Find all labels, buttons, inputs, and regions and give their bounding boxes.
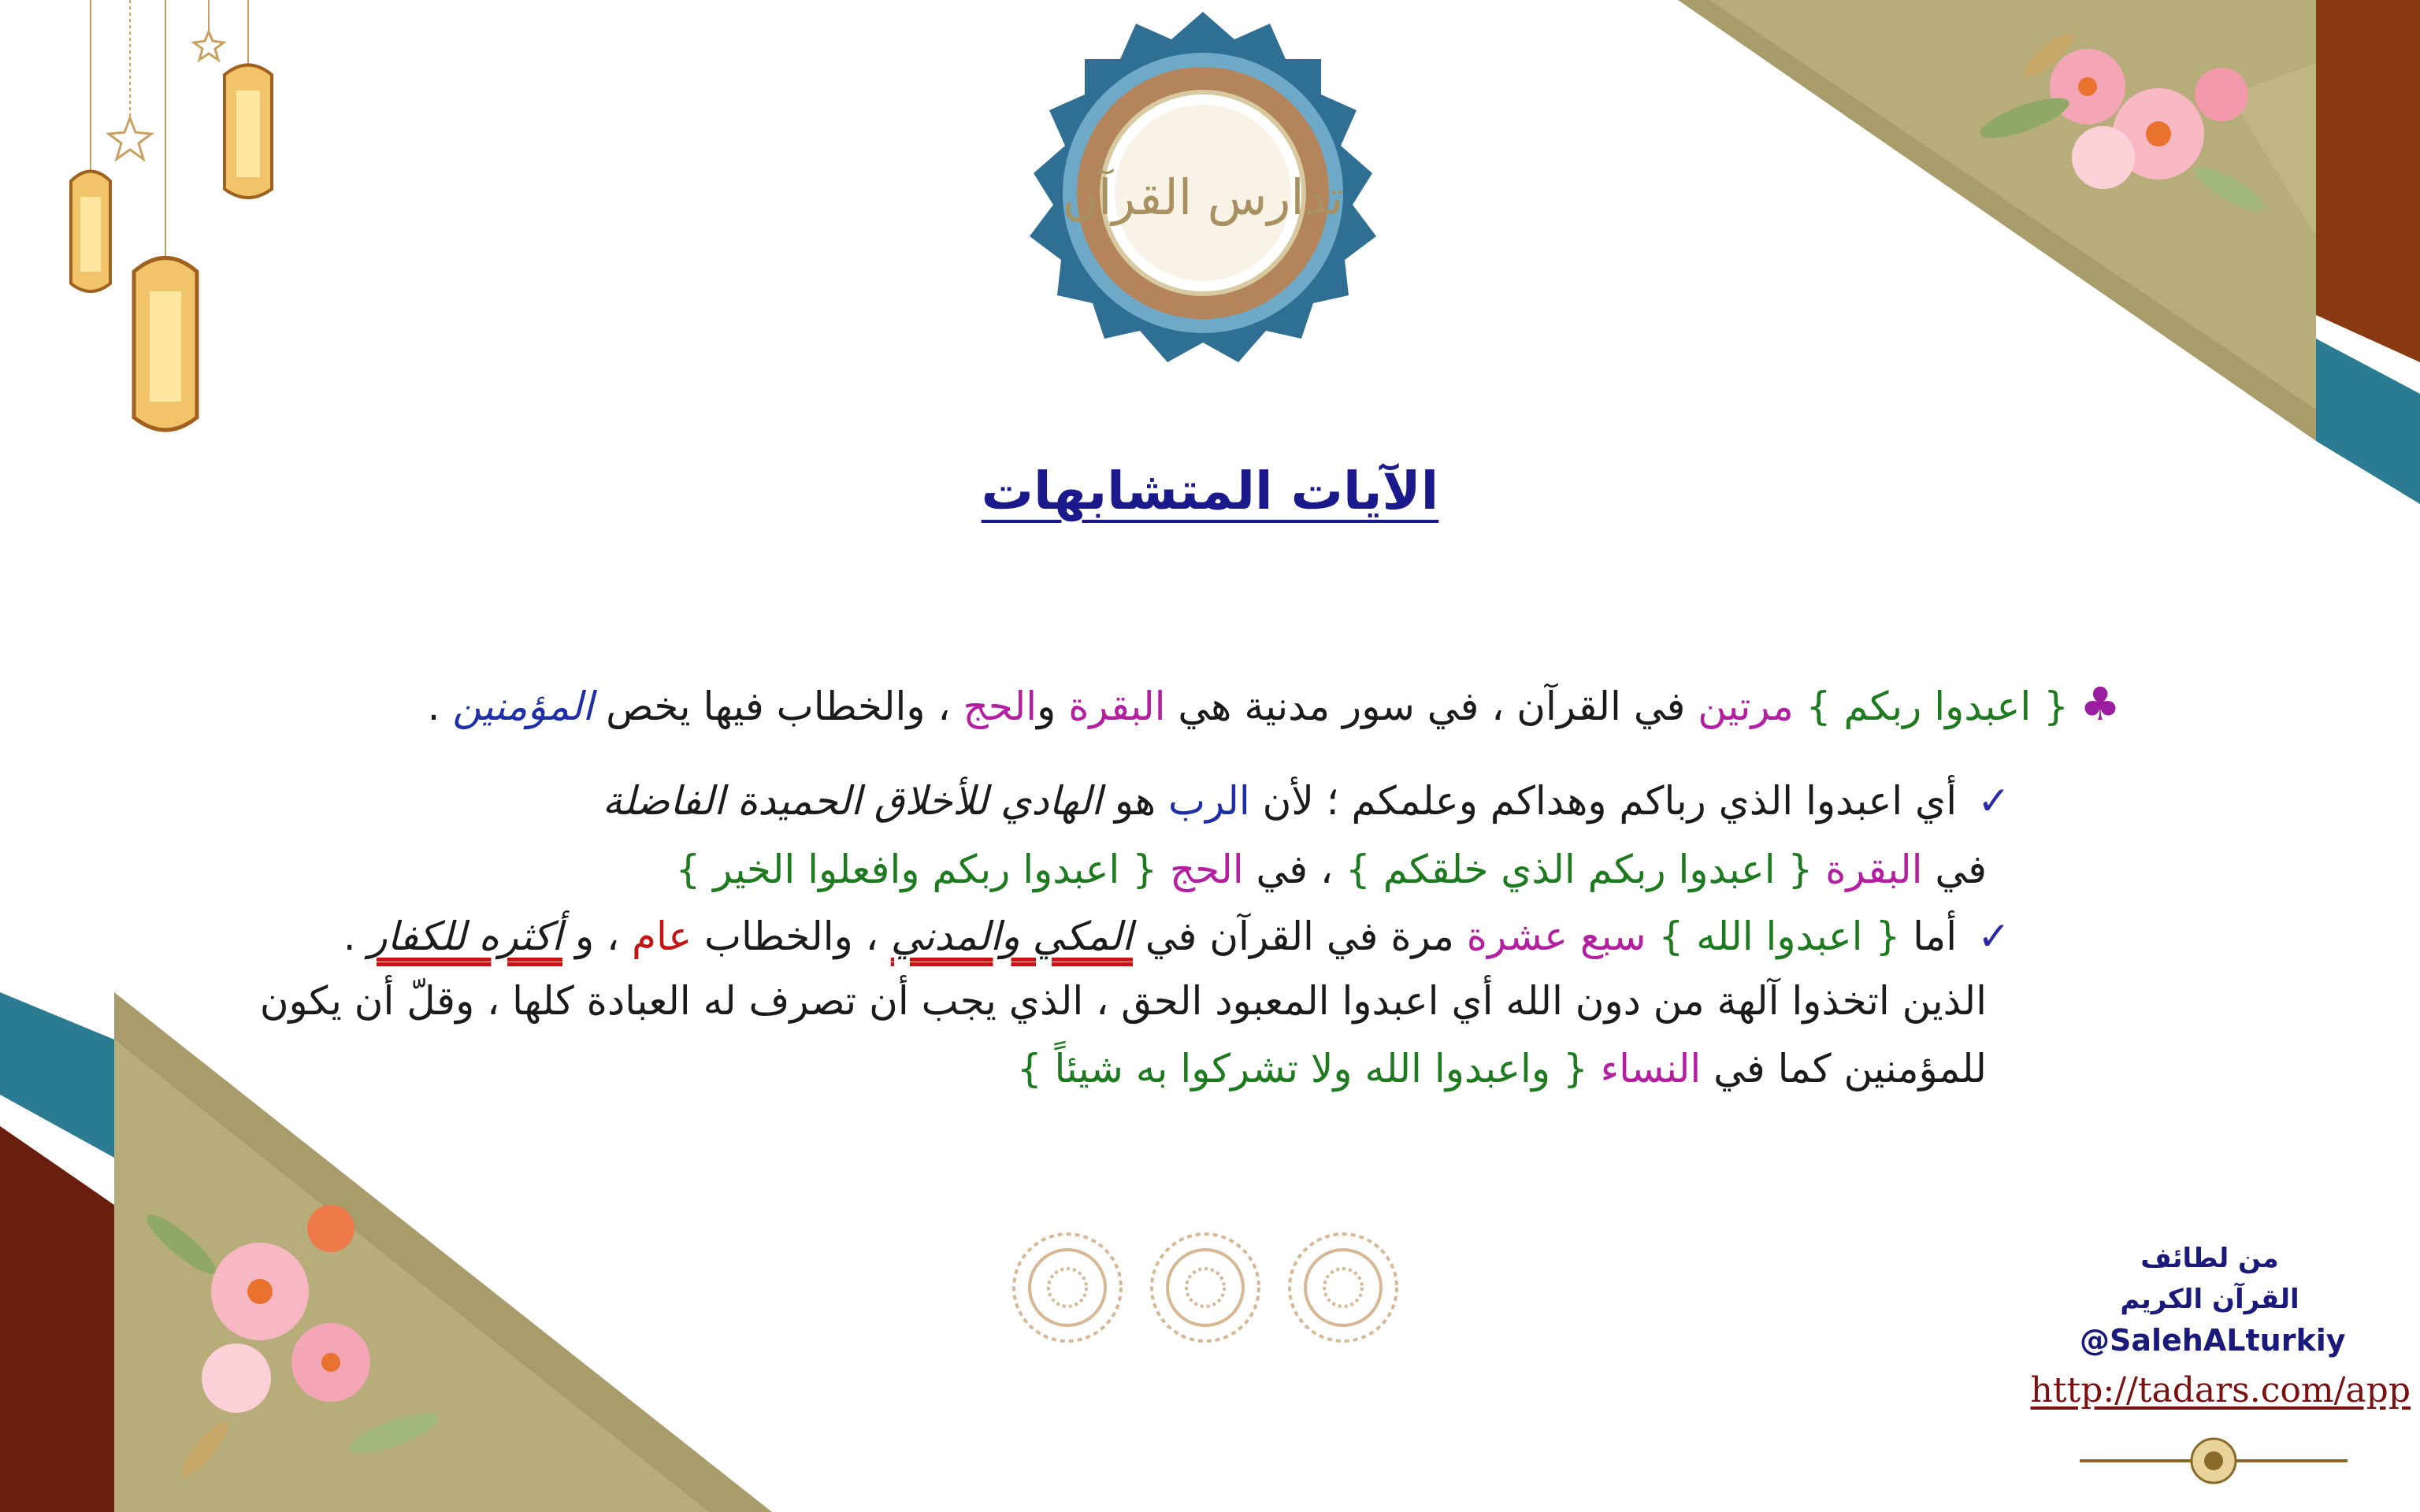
tadars-quran-emblem <box>1018 8 1388 378</box>
point-1-line-2 <box>254 847 1987 892</box>
point-2-line-1 <box>277 914 2010 959</box>
footer-handle[interactable]: @SalehALturkiy <box>2080 1323 2346 1358</box>
text-run: الذين اتخذوا آلهة من دون الله أي اعبدوا المعبود الحق ، الذي يجب أن تصرف له العبادة كلها ، وقلّ أن يكون <box>259 978 1987 1024</box>
text-run: ، والخطاب <box>692 914 891 959</box>
intro-text <box>428 684 2069 729</box>
point-2-line-2 <box>96 978 1987 1024</box>
text-run: { اعبدوا ربكم وافعلوا الخير } <box>675 847 1170 892</box>
text-run: في <box>1922 847 1987 892</box>
hanging-lanterns-decoration <box>47 0 299 457</box>
point-1-line-1 <box>277 778 2010 824</box>
text-run: هو <box>1101 778 1168 824</box>
text-run: الهادي للأخلاق الحميدة الفاضلة <box>602 778 1102 824</box>
checkmark-icon: ✓ <box>1977 778 2010 824</box>
text-run: مرتين <box>1698 684 1806 729</box>
footer-line-1: من لطائف <box>2140 1243 2279 1274</box>
text-run: ، و <box>562 914 633 959</box>
text-run: البقرة <box>1068 684 1166 729</box>
text-run: البقرة <box>1825 847 1923 892</box>
text-run: ، والخطاب فيها يخص <box>593 684 963 729</box>
text-run: المؤمنين <box>452 684 594 729</box>
text-run: . <box>343 914 369 959</box>
top-right-corner-decoration <box>1678 0 2420 520</box>
text-run: { واعبدوا الله ولا تشركوا به شيئاً } <box>1016 1046 1601 1091</box>
text-run: الحج <box>963 684 1037 729</box>
club-suit-icon: ♣ <box>2080 677 2121 731</box>
point-2-explanation <box>260 978 1987 1024</box>
lantern-icon <box>134 258 197 431</box>
rosette-icon <box>1014 1234 1121 1341</box>
text-run: النساء <box>1600 1046 1702 1091</box>
text-run: الرب <box>1167 778 1250 824</box>
rosettes-decoration <box>1008 1228 1418 1347</box>
text-run: سبع عشرة <box>1466 914 1659 959</box>
text-run: عام <box>632 914 692 959</box>
text-run: المكي والمدني <box>890 914 1133 959</box>
lantern-icon <box>71 172 110 292</box>
point-1-text <box>603 778 1958 824</box>
text-run: . <box>427 684 453 729</box>
point-1-examples <box>675 847 1987 892</box>
point-2-example <box>1017 1046 1987 1091</box>
intro-line <box>230 677 2121 731</box>
text-run: و <box>1037 684 1069 729</box>
footer-brand <box>2080 1238 2346 1361</box>
point-2-line-3 <box>254 1046 1987 1091</box>
text-run: { اعبدوا ربكم } <box>1806 684 2069 729</box>
text-run: الحج <box>1169 847 1244 892</box>
rosette-icon <box>1152 1234 1259 1341</box>
text-run: أي اعبدوا الذي رباكم وهداكم وعلمكم ؛ لأن <box>1249 778 1958 824</box>
text-run: { اعبدوا ربكم الذي خلقكم } <box>1345 847 1826 892</box>
emblem-calligraphy: تدارس القرآن <box>1062 169 1344 226</box>
text-run: { اعبدوا الله } <box>1658 914 1901 959</box>
checkmark-icon: ✓ <box>1977 914 2010 959</box>
lantern-icon <box>225 65 272 198</box>
footer-url-link[interactable]: http://tadars.com/app <box>2030 1370 2411 1410</box>
text-run: في القرآن ، في سور مدنية هي <box>1165 684 1698 729</box>
point-2-text <box>343 914 1957 959</box>
text-run: أكثره للكفار <box>368 914 563 959</box>
footer-ornament-divider <box>2072 1429 2355 1492</box>
text-run: مرة في القرآن في <box>1132 914 1467 959</box>
text-run: للمؤمنين كما في <box>1701 1046 1987 1091</box>
star-icon <box>109 118 151 159</box>
text-run: أما <box>1900 914 1958 959</box>
star-icon <box>194 32 224 60</box>
footer-line-2: القرآن الكريم <box>2120 1284 2299 1315</box>
rosette-icon <box>1290 1234 1397 1341</box>
text-run: ، في <box>1243 847 1346 892</box>
page-title: الآيات المتشابهات <box>981 461 1439 521</box>
